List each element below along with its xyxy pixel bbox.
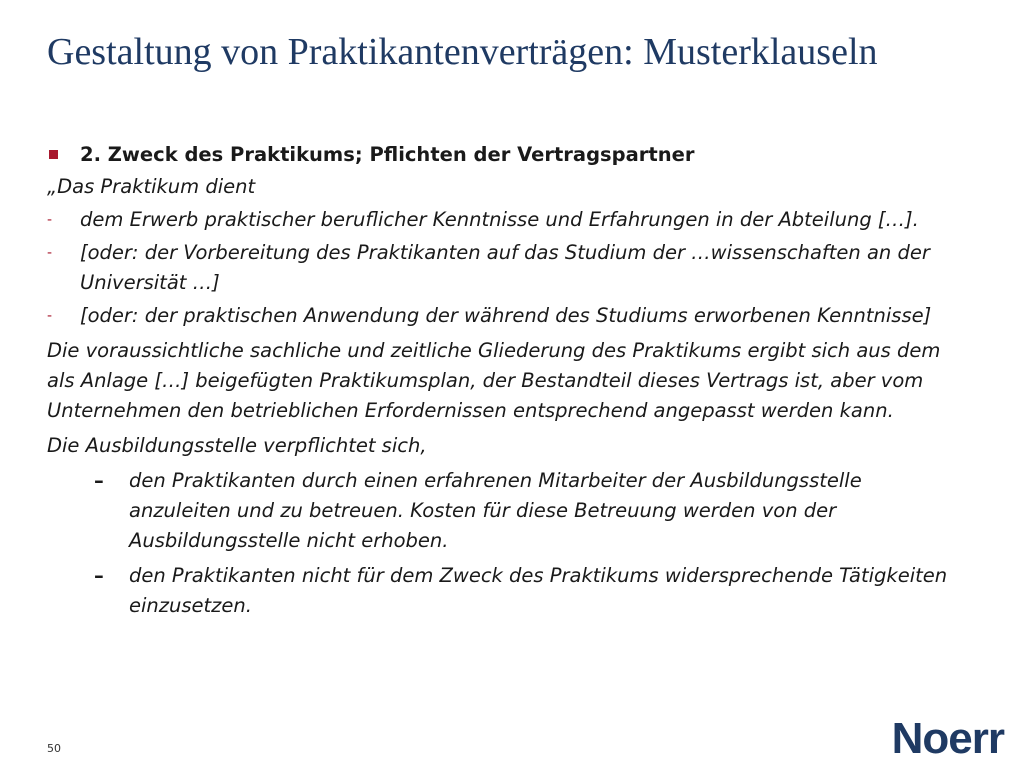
page-number: 50 xyxy=(47,742,61,755)
noerr-logo: Noerr xyxy=(891,714,1004,763)
slide-title: Gestaltung von Praktikantenverträgen: Musterklauseln xyxy=(47,31,878,73)
list-item xyxy=(47,238,997,298)
intro-line: „Das Praktikum dient xyxy=(47,175,256,198)
dash-bullet-icon: - xyxy=(47,245,53,261)
obligation-item xyxy=(47,561,997,621)
paragraph-line: Die voraussichtliche sachliche und zeitliche Gliederung des Praktikums ergibt sich aus dem xyxy=(47,339,941,362)
section-heading xyxy=(47,140,997,170)
list-item-line: dem Erwerb praktischer beruflicher Kenntnisse und Erfahrungen in der Abteilung […]. xyxy=(80,208,919,231)
en-dash-bullet-icon: – xyxy=(94,564,104,587)
obligation-line: den Praktikanten durch einen erfahrenen Mitarbeiter der Ausbildungsstelle xyxy=(129,469,862,492)
list-item-line: Universität …] xyxy=(80,271,220,294)
obligation-line: Ausbildungsstelle nicht erhoben. xyxy=(129,529,449,552)
plan-paragraph xyxy=(47,336,997,426)
dash-bullet-icon: - xyxy=(47,212,53,228)
section-heading-text: 2. Zweck des Praktikums; Pflichten der Vertragspartner xyxy=(80,143,695,166)
list-item xyxy=(47,205,997,235)
slide-body xyxy=(47,140,997,621)
obligation-line: einzusetzen. xyxy=(129,594,252,617)
en-dash-bullet-icon: – xyxy=(94,469,104,492)
obligation-intro: Die Ausbildungsstelle verpflichtet sich, xyxy=(47,434,427,457)
paragraph-line: als Anlage […] beigefügten Praktikumsplan, der Bestandteil dieses Vertrags ist, aber vom xyxy=(47,369,924,392)
obligation-item xyxy=(47,466,997,556)
list-item xyxy=(47,301,997,331)
square-bullet-icon xyxy=(49,150,58,159)
list-item-line: [oder: der praktischen Anwendung der während des Studiums erworbenen Kenntnisse] xyxy=(80,304,932,327)
paragraph-line: Unternehmen den betrieblichen Erfordernissen entsprechend angepasst werden kann. xyxy=(47,399,894,422)
list-item-line: [oder: der Vorbereitung des Praktikanten auf das Studium der …wissenschaften an der xyxy=(80,241,930,264)
obligation-line: anzuleiten und zu betreuen. Kosten für diese Betreuung werden von der xyxy=(129,499,837,522)
obligation-line: den Praktikanten nicht für dem Zweck des Praktikums widersprechende Tätigkeiten xyxy=(129,564,948,587)
dash-bullet-icon: - xyxy=(47,308,53,324)
